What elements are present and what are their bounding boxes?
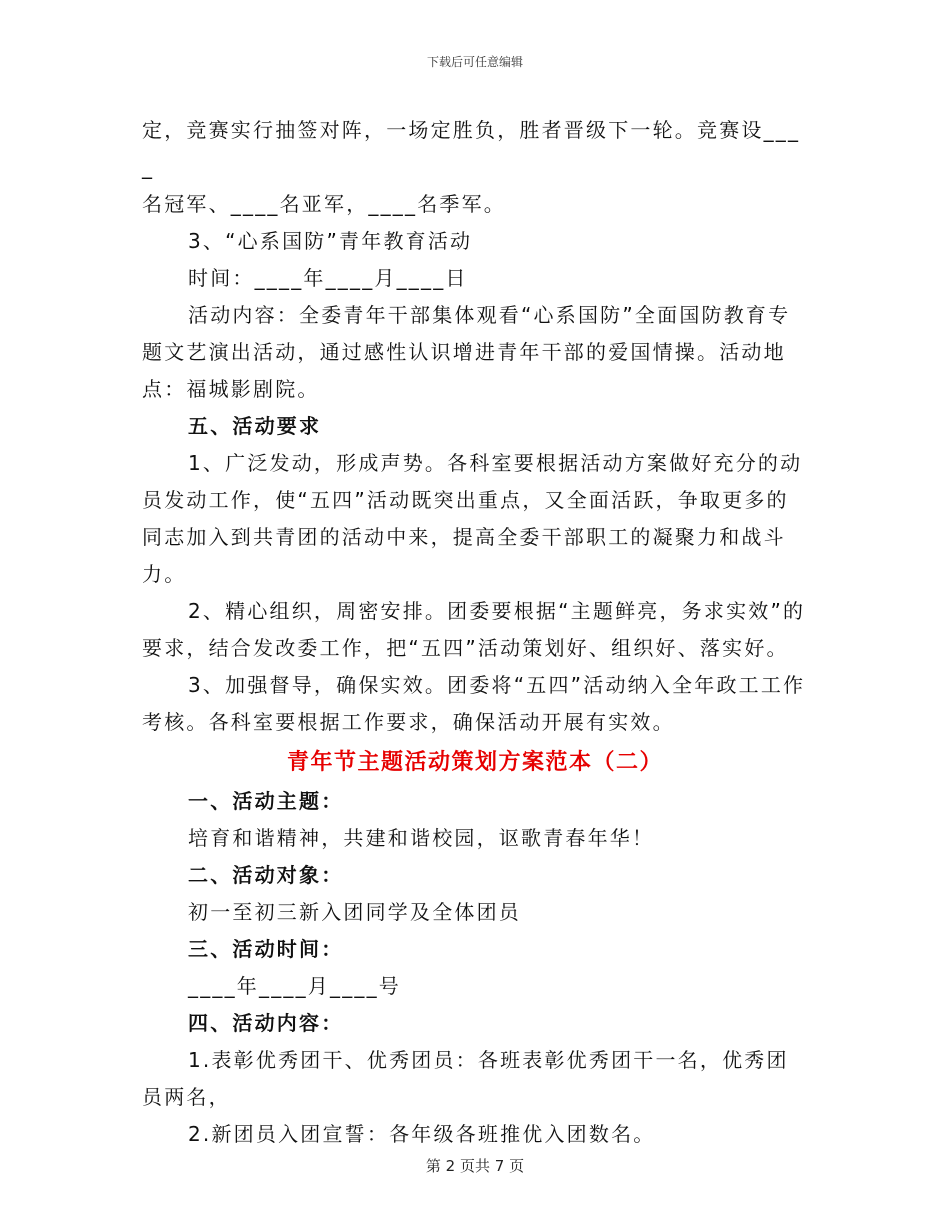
section5-heading: 五、活动要求 — [188, 414, 322, 438]
paragraph-continuation-line1: 定，竞赛实行抽签对阵，一场定胜负，胜者晋级下一轮。竞赛设____ — [142, 118, 801, 179]
activity-content-item-1: 1.表彰优秀团干、优秀团员：各班表彰优秀团干一名，优秀团员两名， — [142, 1048, 789, 1109]
paragraph-continuation-line2: 名冠军、____名亚军，____名季军。 — [142, 192, 506, 216]
page-footer: 第 2 页共 7 页 — [425, 1157, 525, 1175]
heading-activity-time: 三、活动时间： — [188, 937, 344, 961]
activity-target-text: 初一至初三新入团同学及全体团员 — [188, 900, 521, 924]
requirement-2: 2、精心组织，周密安排。团委要根据“主题鲜亮，务求实效”的要求，结合发改委工作，把“五四”活动策划好、组织好、落实好。 — [142, 599, 806, 660]
activity-content-item-2: 2.新团员入团宣誓：各年级各班推优入团数名。 — [188, 1122, 656, 1146]
item3-heading: 3、“心系国防”青年教育活动 — [188, 229, 473, 253]
item3-content: 活动内容：全委青年干部集体观看“心系国防”全面国防教育专题文艺演出活动，通过感性认识增进青年干部的爱国情操。活动地点：福城影剧院。 — [142, 303, 791, 401]
activity-time-text: ____年____月____号 — [188, 974, 401, 998]
document-title-2: 青年节主题活动策划方案范本（二） — [286, 750, 663, 775]
document-body — [142, 112, 808, 1153]
item3-time: 时间：____年____月____日 — [188, 266, 468, 290]
page-header: 下载后可任意编辑 — [426, 55, 523, 69]
heading-activity-target: 二、活动对象： — [188, 863, 344, 887]
activity-theme-text: 培育和谐精神，共建和谐校园，讴歌青春年华！ — [188, 826, 655, 850]
requirement-1: 1、广泛发动，形成声势。各科室要根据活动方案做好充分的动员发动工作，使“五四”活动既突出重点，又全面活跃，争取更多的同志加入到共青团的活动中来，提高全委干部职工的凝聚力和战斗力。 — [142, 451, 803, 586]
requirement-3: 3、加强督导，确保实效。团委将“五四”活动纳入全年政工工作考核。各科室要根据工作要求，确保活动开展有实效。 — [142, 673, 806, 734]
heading-activity-content: 四、活动内容： — [188, 1011, 344, 1035]
heading-activity-theme: 一、活动主题： — [188, 789, 344, 813]
